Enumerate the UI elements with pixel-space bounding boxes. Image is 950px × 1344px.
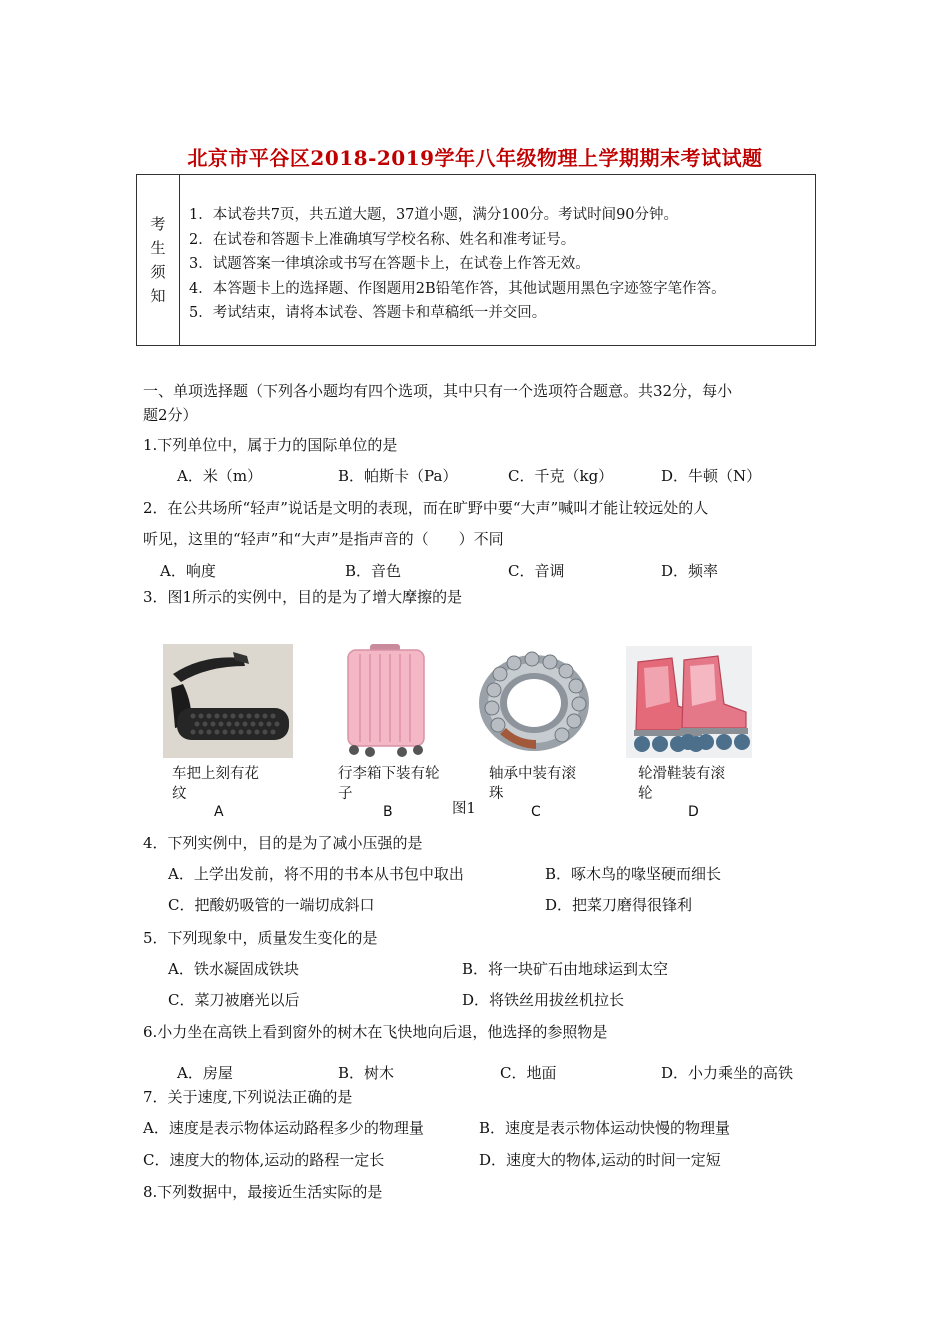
question-1-stem: 1.下列单位中，属于力的国际单位的是	[143, 436, 398, 454]
notice-label-char: 须	[150, 263, 166, 281]
figure-d-letter: D	[688, 804, 699, 820]
q4-option-a: A．上学出发前，将不用的书本从书包中取出	[168, 865, 464, 883]
question-7-stem: 7．关于速度,下列说法正确的是	[143, 1088, 353, 1106]
q2-option-b: B．音色	[345, 562, 402, 580]
figure-c-ball-bearing	[476, 648, 592, 754]
figure-a-handlebar-grip	[163, 644, 293, 758]
q1-option-d: D．牛顿（N）	[661, 467, 762, 485]
question-8-stem: 8.下列数据中，最接近生活实际的是	[143, 1183, 383, 1201]
question-5-stem: 5．下列现象中，质量发生变化的是	[143, 929, 378, 947]
caption-line: 轴承中装有滚	[489, 766, 576, 782]
caption-line: 珠	[489, 786, 504, 802]
q2-option-d: D．频率	[661, 562, 719, 580]
caption-line: 车把上刻有花	[172, 766, 259, 782]
figure-c-letter: C	[531, 804, 541, 820]
notice-items	[189, 203, 726, 326]
caption-line: 行李箱下装有轮	[338, 766, 440, 782]
q1-option-b: B．帕斯卡（Pa）	[338, 467, 458, 485]
q2-option-c: C．音调	[508, 562, 565, 580]
figure-d-caption	[638, 764, 725, 804]
q4-option-b: B．啄木鸟的喙坚硬而细长	[545, 865, 722, 883]
q7-option-d: D．速度大的物体,运动的时间一定短	[479, 1151, 721, 1169]
notice-item: 1．本试卷共7页，共五道大题，37道小题，满分100分。考试时间90分钟。	[189, 207, 679, 223]
q6-option-d: D．小力乘坐的高铁	[661, 1064, 794, 1082]
figure-b-letter: B	[383, 804, 393, 820]
figure-c-caption	[489, 764, 576, 804]
figure-b-suitcase	[340, 644, 430, 758]
page-title: 北京市平谷区2018-2019学年八年级物理上学期期末考试试题	[187, 146, 763, 170]
notice-item: 2．在试卷和答题卡上准确填写学校名称、姓名和准考证号。	[189, 231, 576, 248]
question-4-stem: 4．下列实例中，目的是为了减小压强的是	[143, 834, 423, 852]
question-3-stem: 3．图1所示的实例中，目的是为了增大摩擦的是	[143, 588, 463, 606]
exam-notice-box	[136, 174, 816, 346]
notice-label	[137, 175, 180, 345]
question-2-stem-line1: 2．在公共场所“轻声”说话是文明的表现，而在旷野中要“大声”喊叫才能让较远处的人	[143, 499, 709, 517]
notice-label-char: 考	[150, 215, 166, 233]
q7-option-a: A．速度是表示物体运动路程多少的物理量	[143, 1119, 424, 1137]
q4-option-d: D．把菜刀磨得很锋利	[545, 896, 693, 914]
caption-line: 轮滑鞋装有滚	[638, 766, 725, 782]
notice-item: 4．本答题卡上的选择题、作图题用2B铅笔作答，其他试题用黑色字迹签字笔作答。	[189, 280, 726, 297]
question-6-stem: 6.小力坐在高铁上看到窗外的树木在飞快地向后退，他选择的参照物是	[143, 1023, 608, 1041]
q6-option-a: A．房屋	[177, 1064, 233, 1082]
notice-label-char: 知	[150, 287, 166, 305]
figure-a-caption	[172, 764, 259, 804]
notice-item: 5．考试结束，请将本试卷、答题卡和草稿纸一并交回。	[189, 305, 547, 321]
q7-option-c: C．速度大的物体,运动的路程一定长	[143, 1151, 385, 1169]
caption-line: 轮	[638, 786, 653, 802]
section-heading-line1: 一、单项选择题（下列各小题均有四个选项，其中只有一个选项符合题意。共32分，每小	[143, 382, 733, 400]
q6-option-b: B．树木	[338, 1064, 395, 1082]
q5-option-c: C．菜刀被磨光以后	[168, 991, 300, 1009]
notice-item: 3．试题答案一律填涂或书写在答题卡上，在试卷上作答无效。	[189, 256, 590, 272]
q7-option-b: B．速度是表示物体运动快慢的物理量	[479, 1119, 731, 1137]
q5-option-b: B．将一块矿石由地球运到太空	[462, 960, 669, 978]
figure-1-label: 图1	[452, 801, 476, 817]
q6-option-c: C．地面	[500, 1064, 557, 1082]
section-heading-line2: 题2分）	[143, 406, 198, 424]
q1-option-a: A．米（m）	[177, 467, 263, 485]
figure-b-caption	[338, 764, 440, 804]
q5-option-d: D．将铁丝用拔丝机拉长	[462, 991, 625, 1009]
q5-option-a: A．铁水凝固成铁块	[168, 960, 299, 978]
q1-option-c: C．千克（kg）	[508, 467, 614, 485]
figure-d-inline-skates	[626, 646, 752, 758]
question-2-stem-line2: 听见，这里的“轻声”和“大声”是指声音的（ ）不同	[143, 530, 504, 548]
figure-a-letter: A	[214, 804, 224, 820]
caption-line: 纹	[172, 786, 187, 802]
q4-option-c: C．把酸奶吸管的一端切成斜口	[168, 896, 375, 914]
caption-line: 子	[338, 786, 353, 802]
notice-label-char: 生	[150, 239, 166, 257]
q2-option-a: A．响度	[160, 562, 216, 580]
